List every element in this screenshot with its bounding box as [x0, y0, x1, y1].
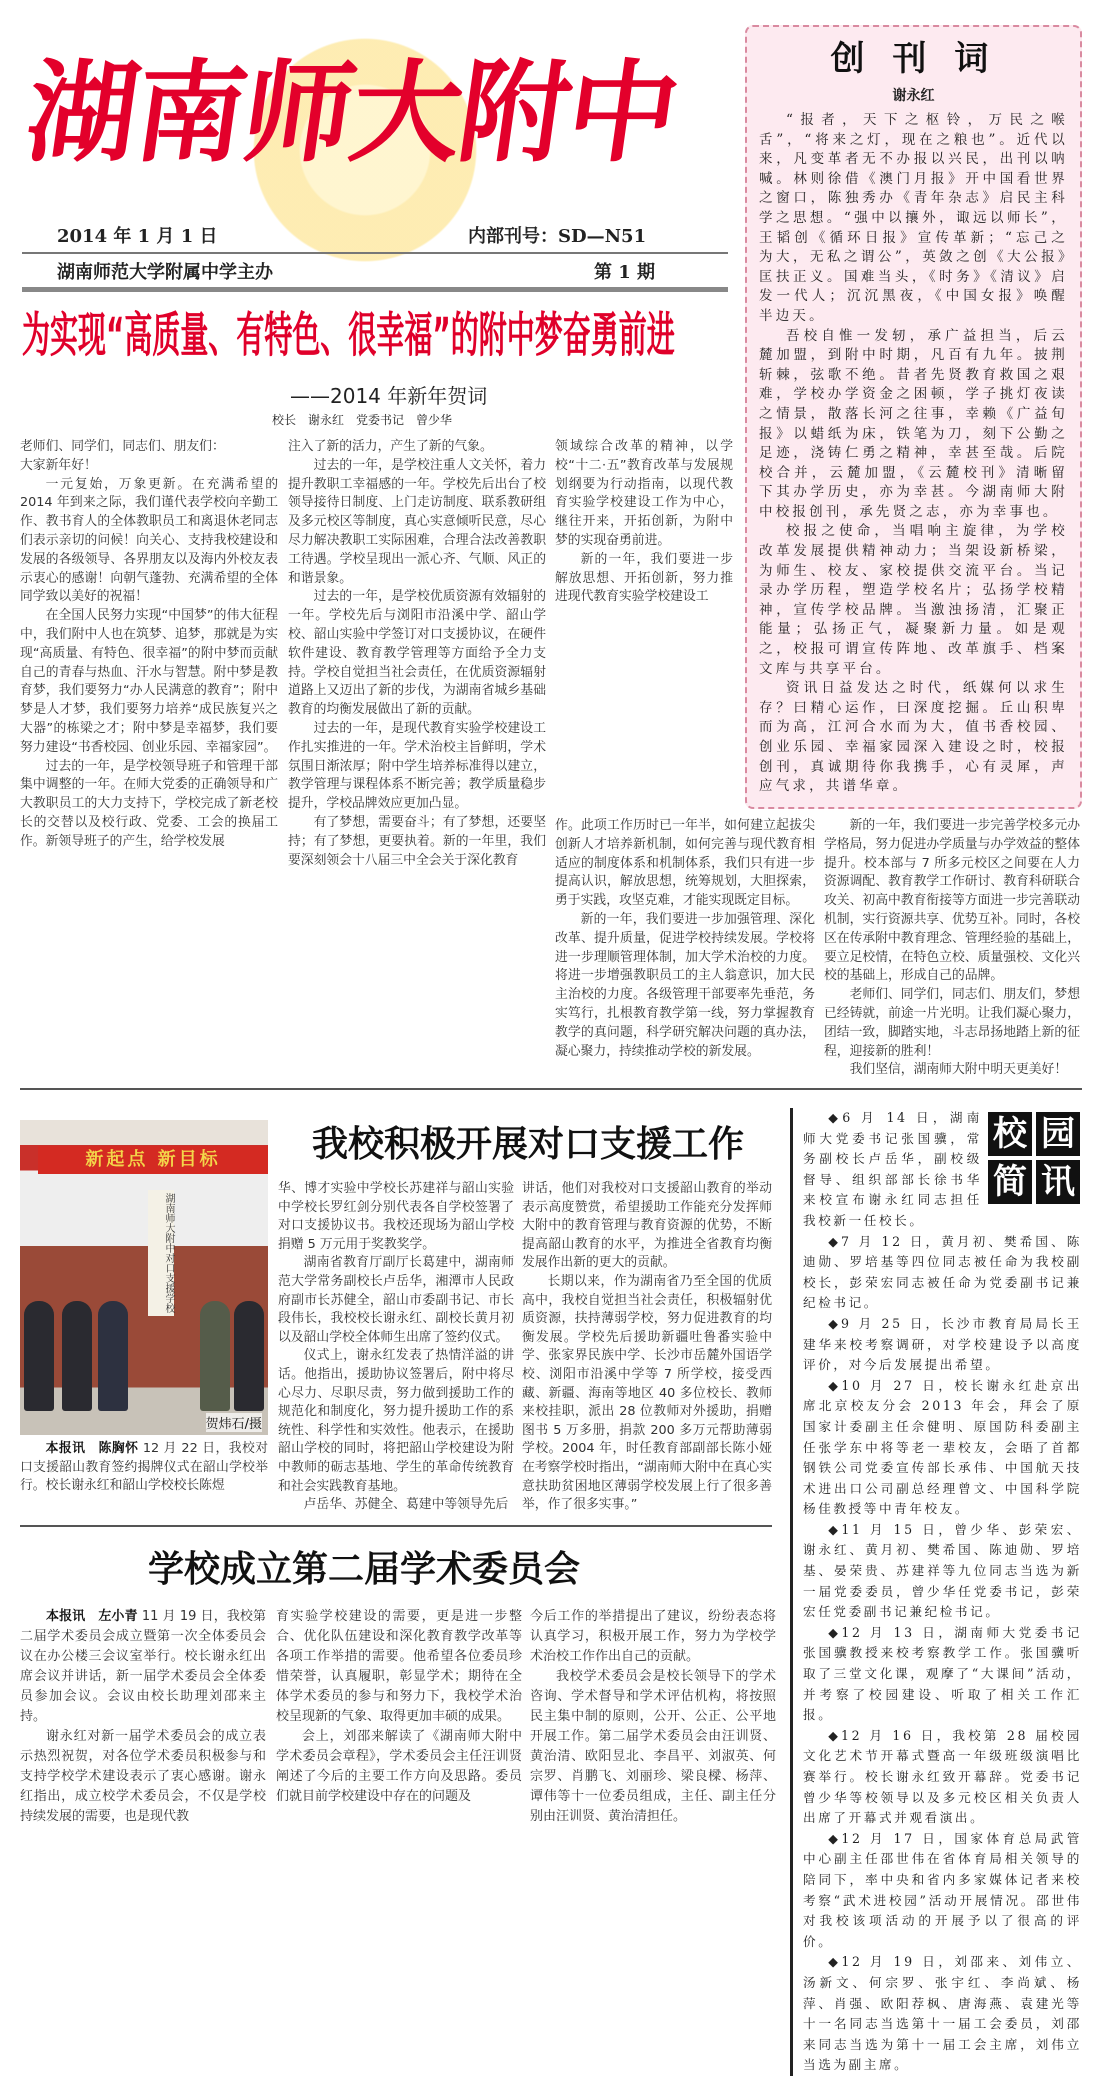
editorial-title: 创 刊 词	[830, 39, 997, 79]
committee-col-2	[276, 1607, 522, 1807]
paragraph: 新的一年，我们要进一步加强管理、深化改革、提升质量，促进学校持续发展。学校将进一步理顺管理体制，加大学术治校的力度。将进一步增强教职员工的主人翁意识，加大民主治校的力度。各级管理干部要率先垂范，务实笃行，扎根教育教学第一线，努力掌握教育教学的真问题，科学研究解决问题的真办法，凝心聚力，持续推动学校的新发展。	[555, 911, 815, 1059]
masthead-title: 湖南师大附中	[19, 48, 686, 177]
paragraph: 一元复始，万象更新。在充满希望的 2014 年到来之际，我们谨代表学校向辛勤工作、教书育人的全体教职员工和离退休老同志们表示亲切的问候！向关心、支持我校建设和发展的各级领导、各界朋友以及海内外校友表示衷心的感谢！向朝气蓬勃、充满希望的全体同学致以美好的祝福！	[20, 476, 278, 605]
paragraph: 过去的一年，是学校领导班子和管理干部集中调整的一年。在师大党委的正确领导和广大教职员工的大力支持下，学校完成了新老校长的交替以及校行政、党委、工会的换届工作。新领导班子的产生，给学校发展	[20, 758, 278, 849]
paragraph: 吾校自惟一发轫，承广益担当，后云麓加盟，到附中时期，凡百有九年。披荆斩棘，弦歌不绝。昔者先贤教育救国之艰难，学校办学资金之困顿，学子挑灯夜读之情景，散落长河之往事，幸赖《广益旬报》以蜡纸为床，铁笔为刀，刻下公勤之足迹，浇铸仁勇之精神，幸甚至哉。后院校合并，云麓加盟，《云麓校刊》清晰留下其办学历史，亦为幸甚。今湖南师大附中校报创刊，承先贤之志，亦为幸事也。	[759, 327, 1068, 520]
photo-plaque: 湖南师大附中对口支援学校	[148, 1190, 174, 1316]
title-char: 园	[1036, 1112, 1080, 1156]
issue-date: 2014 年 1 月 1 日	[57, 226, 218, 247]
title-char: 简	[988, 1160, 1032, 1204]
paragraph: 资讯日益发达之时代，纸媒何以求生存？曰精心运作，曰深度挖掘。丘山积卑而为高，江河合水而为大，值书香校园、创业乐园、幸福家园深入建设之时，校报创刊，真诚期待你我携手，心有灵犀，声应气求，共谱华章。	[759, 680, 1068, 795]
paragraph: 在全国人民努力实现“中国梦”的伟大征程中，我们附中人也在筑梦、追梦，那就是为实现“高质量、有特色、很幸福”的附中梦而贡献自己的青春与热血、汗水与智慧。附中梦是教育梦，我们要努力“办人民满意的教育”；附中梦是人才梦，我们要努力培养“成民族复兴之大器”的栋梁之才；附中梦是幸福梦，我们要努力建设“书香校园、创业乐园、幸福家园”。	[20, 608, 278, 755]
title-char: 讯	[1036, 1160, 1080, 1204]
news-items	[803, 1108, 1082, 2076]
lead-subtitle: ——2014 年新年贺词	[290, 384, 488, 408]
editorial-box	[745, 25, 1082, 809]
person-figure	[98, 1301, 128, 1411]
paragraph: 新的一年，我们要进一步解放思想、开拓创新，努力推进现代教育实验学校建设工	[555, 551, 733, 605]
news-item: ◆10 月 27 日，校长谢永红赴京出席北京校友分会 2013 年会，拜会了原国家计委副主任佘健明、原国防科委副主任张学东中将等老一辈校友，会晤了首都钢铁公司党委宣传部长承伟、中国航天技术进出口公司副总经理曾文、中国科学院杨佳教授等中青年校友。	[803, 1377, 1082, 1517]
divider	[22, 252, 728, 254]
paragraph: 长期以来，作为湖南省乃至全国的优质高中，我校自觉担当社会责任，积极辐射优质资源，扶持薄弱学校，努力促进教育的均衡发展。学校先后援助新疆吐鲁番实验中学、张家界民族中学、长沙市岳麓外国语学校、浏阳市沿溪中学等 7 所学校，接受西藏、新疆、海南等地区 40 多位校长、教师来校挂职，派出 28 位教师对外援助，捐赠图书 5 万多册，捐款 200 多万元帮助薄弱学校。2004 年，时任教育部副部长陈小娅在考察学校时指出，“湖南师大附中在真心实意扶助贫困地区薄弱学校发展上行了很多善举，作了很多实事。”	[522, 1273, 772, 1513]
lead-headline: 为实现“高质量、有特色、很幸福”的附中梦奋勇前进	[22, 307, 675, 364]
byline: 本报讯 左小青	[46, 1609, 138, 1624]
support-title: 我校积极开展对口支援工作	[312, 1123, 745, 1165]
person-figure	[24, 1301, 54, 1411]
paragraph: 领域综合改革的精神，以学校“十二·五”教育改革与发展规划纲要为行动指南，以现代教育实验学校建设工作为中心，继往开来，开拓创新，为附中梦的实现奋勇前进。	[555, 439, 733, 548]
paragraph: 老师们、同学们，同志们、朋友们，梦想已经铸就，前途一片光明。让我们凝心聚力，团结一致，脚踏实地，斗志昂扬地踏上新的征程，迎接新的胜利！	[824, 987, 1080, 1059]
paragraph: 仪式上，谢永红发表了热情洋溢的讲话。他指出，援助协议签署后，附中将尽心尽力、尽职尽责，努力做到援助工作的规范化和制度化，努力提升援助工作的系统性、科学性和实效性。他表示，在援助韶山学校的同时，将把韶山学校建设为附中教师的砺志基地、学生的革命传统教育和社会实践教育基地。	[278, 1348, 514, 1494]
paragraph: 过去的一年，是现代教育实验学校建设工作扎实推进的一年。学术治校主旨鲜明，学术氛围日渐浓厚；附中学生培养标准得以建立，教学管理与课程体系不断完善；教学质量稳步提升，学校品牌效应更加凸显。	[288, 720, 546, 812]
paragraph: 注入了新的活力，产生了新的气象。	[288, 439, 493, 454]
sponsor: 湖南师范大学附属中学主办	[57, 262, 273, 283]
lead-col-4	[824, 817, 1080, 1080]
editorial-author: 谢永红	[892, 88, 935, 104]
paragraph: 过去的一年，是学校优质资源有效辐射的一年。学校先后与浏阳市沿溪中学、韶山学校、韶山实验中学签订对口支援协议，在硬件软件建设、教育教学管理等方面给予全力支持。学校自觉担当社会责任，在优质资源辐射道路上又迈出了新的步伐，为湖南省城乡基础教育的均衡发展做出了新的贡献。	[288, 589, 546, 718]
paragraph: 湖南省教育厅副厅长葛建中，湖南师范大学常务副校长卢岳华，湘潭市人民政府副市长苏健全，韶山市委副书记、市长段伟长，我校校长谢永红、副校长黄月初以及韶山学校全体师生出席了签约仪式。	[278, 1255, 514, 1345]
person-figure	[234, 1301, 264, 1411]
news-item: ◆11 月 15 日，曾少华、彭荣宏、谢永红、黄月初、樊希国、陈迪勋、罗培基、晏荣贵、苏建祥等九位同志当选为新一届党委委员，曾少华任党委书记，彭荣宏任党委副书记兼纪检书记。	[803, 1521, 1082, 1620]
ceremony-photo	[20, 1120, 268, 1435]
section-divider	[20, 1525, 772, 1527]
editorial-body	[759, 111, 1068, 797]
paragraph: 老师们、同学们，同志们、朋友们：	[20, 439, 225, 454]
news-item: ◆12 月 16 日，我校第 28 届校园文化艺术节开幕式暨高一年级班级演唱比赛举行。校长谢永红致开幕辞。党委书记曾少华等校领导以及多元校区相关负责人出席了开幕式并观看演出。	[803, 1727, 1082, 1826]
support-col-1	[20, 1440, 268, 1496]
photo-banner: 新起点 新目标	[38, 1146, 268, 1174]
lead-authors: 校长 谢永红 党委书记 曾少华	[272, 413, 453, 427]
committee-title: 学校成立第二届学术委员会	[148, 1548, 581, 1590]
title-char: 校	[988, 1112, 1032, 1156]
paragraph: 11 月 19 日，我校第二届学术委员会成立暨第一次全体委员会议在办公楼三会议室举行。校长谢永红出席会议并讲话，新一届学术委员会全体委员参加会议。会议由校长助理刘邵来主持。	[20, 1609, 266, 1724]
campus-news-title	[988, 1112, 1080, 1204]
paragraph: 作。此项工作历时已一年半，如何建立起拔尖创新人才培养新机制，如何完善与现代教育相适应的制度体系和机制体系，我们只有进一步提高认识，解放思想，统筹规划，大胆探索，勇于实践，攻坚克难，才能实现既定目标。	[555, 818, 815, 909]
news-item: ◆9 月 25 日，长沙市教育局局长王建华来校考察调研，对学校建设予以高度评价，对今后发展提出希望。	[803, 1315, 1082, 1373]
paragraph: 谢永红对新一届学术委员会的成立表示热烈祝贺，对各位学术委员积极参与和支持学校学术建设表示了衷心感谢。谢永红指出，成立校学术委员会，不仅是学校持续发展的需要，也是现代教	[20, 1729, 266, 1824]
paragraph: 育实验学校建设的需要，更是进一步整合、优化队伍建设和深化教育教学改革等各项工作举措的需要。他希望各位委员珍惜荣誉，认真履职，彰显学术；期待在全体学术委员的参与和努力下，我校学术治校呈现新的气象、取得更加丰硕的成果。	[276, 1609, 522, 1724]
lead-col-2	[288, 438, 546, 870]
paragraph: 讲话，他们对我校对口支援韶山教育的举动表示高度赞赏，希望援助工作能充分发挥师大附中的教育管理与教育资源的优势，不断提高韶山教育的水平，为推进全省教育均衡发展作出新的更大的贡献。	[522, 1181, 772, 1271]
paragraph: 新的一年，我们要进一步完善学校多元办学格局，努力促进办学质量与办学效益的整体提升。校本部与 7 所多元校区之间要在人力资源调配、教育教学工作研讨、教育科研联合攻关、初高中教育衔接等方面进一步完善联动机制，实行资源共享、优势互补。同时，各校区在传承附中教育理念、管理经验的基础上，要立足校情，在特色立校、质量强校、文化兴校的基础上，形成自己的品牌。	[824, 818, 1080, 984]
committee-col-1	[20, 1607, 266, 1827]
paragraph: 华、博才实验中学校长苏建祥与韶山实验中学校长罗红剑分别代表各自学校签署了对口支援协议书。我校还现场为韶山学校捐赠 5 万元用于奖教奖学。	[278, 1181, 514, 1252]
issue-number: 第 1 期	[594, 262, 656, 283]
news-item: ◆12 月 13 日，湖南师大党委书记张国骥教授来校考察教学工作。张国骥听取了三堂文化课，观摩了“大课间”活动，并考察了校园建设、听取了相关工作汇报。	[803, 1624, 1082, 1723]
lead-col-3b	[555, 817, 815, 1061]
paragraph: 会上，刘邵来解读了《湖南师大附中学术委员会章程》，学术委员会主任汪训贤阐述了今后的主要工作方向及思路。委员们就目前学校建设中存在的问题及	[276, 1729, 522, 1804]
lead-col-3a	[555, 438, 733, 607]
paragraph: 有了梦想，需要奋斗；有了梦想，还要坚持；有了梦想，更要执着。新的一年里，我们要深刻领会十八届三中全会关于深化教育	[288, 814, 546, 868]
paragraph: 我校学术委员会是校长领导下的学术咨询、学术督导和学术评估机构，将按照民主集中制的原则，公开、公正、公平地开展工作。第二届学术委员会由汪训贤、黄治清、欧阳昱北、李昌平、刘淑英、何宗罗、肖鹏飞、刘丽珍、梁良樑、杨萍、谭伟等十一位委员组成，主任、副主任分别由汪训贤、黄治清担任。	[530, 1669, 776, 1824]
paragraph: 12 月 22 日，我校对口支援韶山教育签约揭牌仪式在韶山学校举行。校长谢永红和韶山学校校长陈煜	[20, 1441, 269, 1493]
news-item: ◆7 月 12 日，黄月初、樊希国、陈迪勋、罗培基等四位同志被任命为我校副校长，彭荣宏同志被任命为党委副书记兼纪检书记。	[803, 1233, 1082, 1311]
paragraph: 卢岳华、苏健全、葛建中等领导先后	[303, 1497, 509, 1513]
lead-col-1	[20, 438, 278, 852]
committee-col-3	[530, 1607, 776, 1827]
byline: 本报讯 陈胸怀	[45, 1441, 139, 1456]
news-item: ◆12 月 17 日，国家体育总局武管中心副主任邵世伟在省体育局相关领导的陪同下，率中央和省内多家媒体记者来校考察“武术进校园”活动开展情况。邵世伟对我校该项活动的开展予以了很高的评价。	[803, 1830, 1082, 1949]
support-col-2	[278, 1180, 514, 1515]
serial-number: 内部刊号：SD—N51	[468, 226, 647, 247]
news-item: ◆6 月 14 日，湖南师大党委书记张国骥，常务副校长卢岳华，副校级督导、组织部部长徐书华来校宣布谢永红同志担任我校新一任校长。	[803, 1110, 982, 1228]
news-item: ◆12 月 19 日，刘邵来、刘伟立、汤新文、何宗罗、张宇红、李尚斌、杨萍、肖强、欧阳荐枫、唐海燕、袁建光等十一名同志当选第十一届工会委员，刘邵来同志当选为第十一届工会主席，刘伟立当选为副主席。	[803, 1954, 1082, 2073]
support-col-3	[522, 1180, 772, 1515]
divider	[22, 287, 728, 292]
section-divider	[20, 1088, 1082, 1090]
paragraph: 大家新年好！	[20, 457, 97, 473]
person-figure	[62, 1301, 92, 1411]
paragraph: 校报之使命，当唱响主旋律，为学校改革发展提供精神动力；当架设新桥梁，为师生、校友、家校提供交流平台。当记录办学历程，塑造学校名片；弘扬学校精神，宣传学校品牌。当激浊扬清，汇聚正能量；弘扬正气，凝聚新力量。如是观之，校报可谓宣传阵地、改革旗手、档案文库与共享平台。	[759, 523, 1068, 677]
paragraph: 今后工作的举措提出了建议，纷纷表态将认真学习，积极开展工作，努力为学校学术治校工作作出自己的贡献。	[530, 1609, 776, 1664]
paragraph: “报者，天下之枢铃，万民之喉舌”，“将来之灯，现在之粮也”。近代以来，凡变革者无不办报以兴民，出刊以呐喊。林则徐借《澳门月报》开中国看世界之窗口，陈独秀办《青年杂志》启民主科学之思想。“强中以攘外，诹远以师长”，王韬创《循环日报》宣传革新；“忘己之为大，无私之谓公”，英敛之创《大公报》匡扶正义。国难当头，《时务》《清议》启发一代人；沉沉黑夜，《中国女报》唤醒半边天。	[759, 112, 1068, 324]
paragraph: 我们坚信，湖南师大附中明天更美好！	[849, 1062, 1068, 1078]
photo-credit: 贺炜石/摄	[206, 1413, 262, 1432]
campus-news	[790, 1108, 1082, 2076]
person-figure	[200, 1301, 230, 1411]
paragraph: 过去的一年，是学校注重人文关怀，着力提升教职工幸福感的一年。学校先后出台了校领导接待日制度、上门走访制度、联系教研组及多元校区等制度，真心实意倾听民意，尽心尽力解决教职工实际困难，合理合法改善教职工待遇。学校呈现出一派心齐、气顺、风正的和谐景象。	[288, 457, 546, 586]
